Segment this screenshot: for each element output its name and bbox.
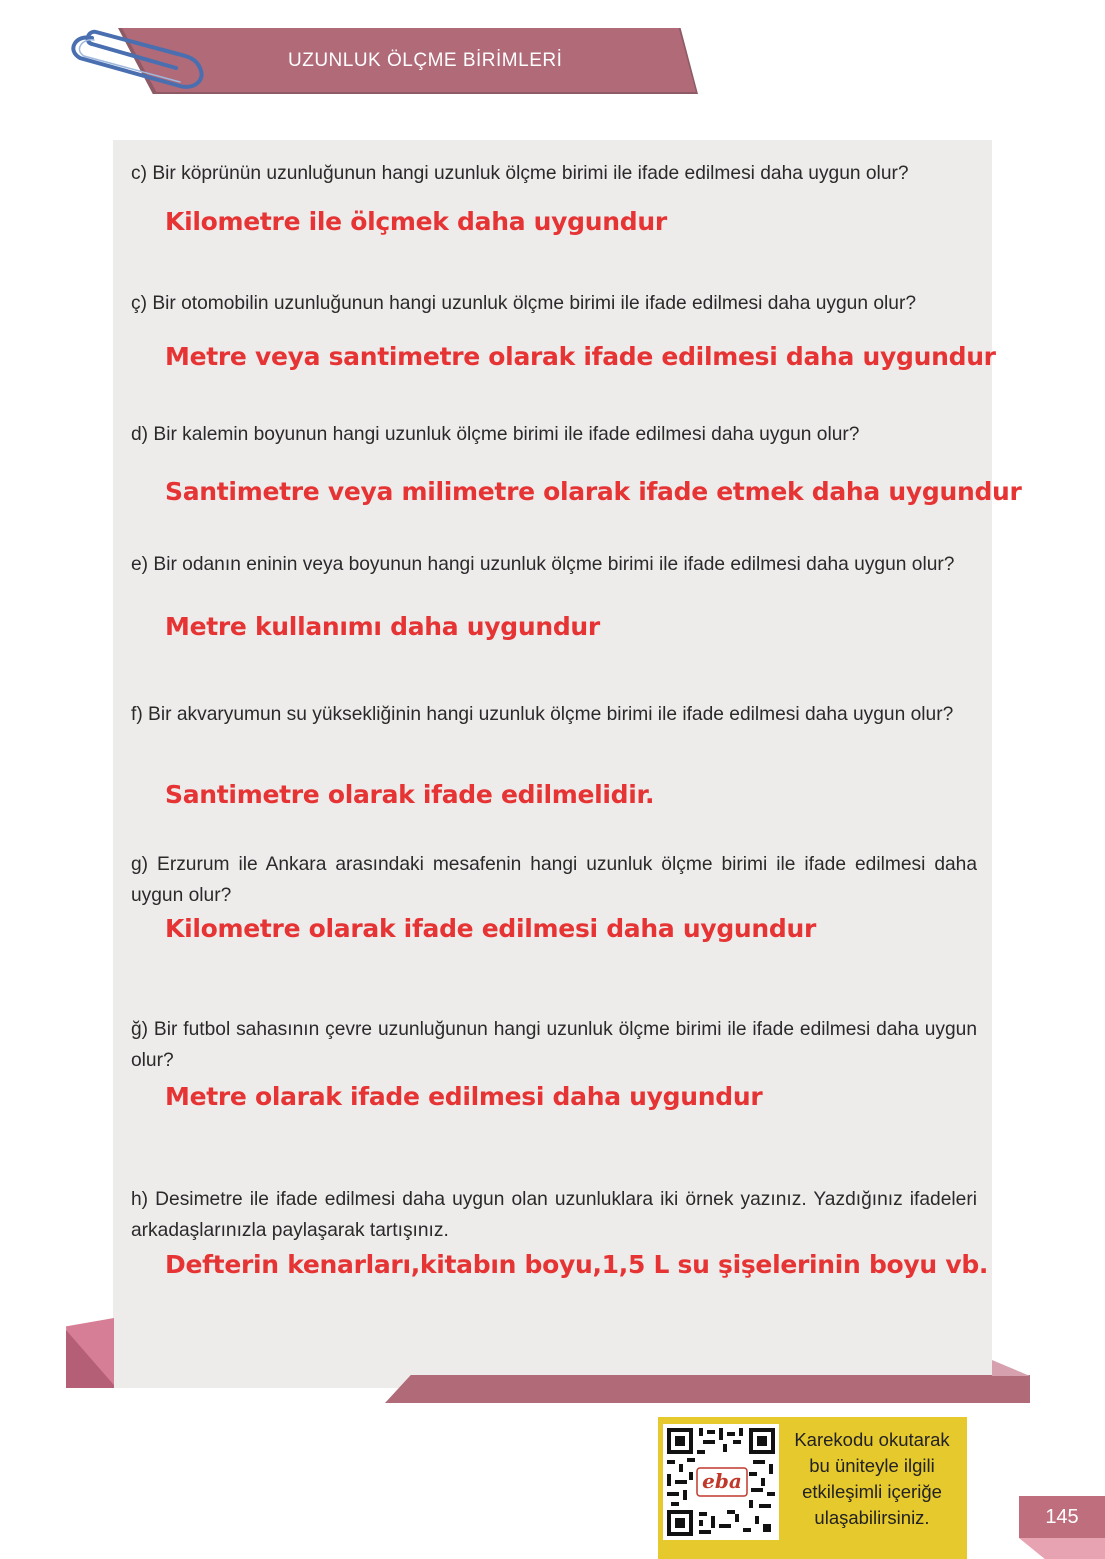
qr-description — [784, 1427, 960, 1531]
qr-text-line: bu üniteyle ilgili — [809, 1455, 935, 1476]
answer-c: Kilometre ile ölçmek daha uygundur — [165, 207, 667, 236]
qr-text-line: Karekodu okutarak — [794, 1429, 950, 1450]
question-cedilla: ç) Bir otomobilin uzunluğunun hangi uzunluk ölçme birimi ile ifade edilmesi daha uygun olur? — [131, 293, 917, 314]
eba-logo-text: eba — [702, 1469, 742, 1493]
question-f: f) Bir akvaryumun su yüksekliğinin hangi uzunluk ölçme birimi ile ifade edilmesi daha uygun olur? — [131, 704, 954, 725]
qr-text-line: ulaşabilirsiniz. — [814, 1507, 930, 1528]
card-bottom-band — [385, 1375, 1030, 1403]
card-fold-right — [992, 1360, 1030, 1376]
qr-text-line: etkileşimli içeriğe — [802, 1481, 942, 1502]
answer-d: Santimetre veya milimetre olarak ifade etmek daha uygundur — [165, 477, 1022, 506]
question-e: e) Bir odanın eninin veya boyunun hangi uzunluk ölçme birimi ile ifade edilmesi daha uygun olur? — [131, 554, 955, 575]
answer-h: Defterin kenarları,kitabın boyu,1,5 L su şişelerinin boyu vb. — [165, 1250, 989, 1279]
question-g-breve: ğ) Bir futbol sahasının çevre uzunluğunun hangi uzunluk ölçme birimi ile ifade edilmesi daha uygun olur? — [131, 1019, 977, 1071]
answer-g-breve: Metre olarak ifade edilmesi daha uygundur — [165, 1082, 763, 1111]
question-c: c) Bir köprünün uzunluğunun hangi uzunluk ölçme birimi ile ifade edilmesi daha uygun olur? — [131, 163, 909, 184]
page-number: 145 — [1019, 1496, 1105, 1538]
page-title: UZUNLUK ÖLÇME BİRİMLERİ — [288, 50, 563, 71]
paperclip-icon — [62, 22, 212, 102]
answer-g: Kilometre olarak ifade edilmesi daha uygundur — [165, 914, 817, 943]
question-d: d) Bir kalemin boyunun hangi uzunluk ölçme birimi ile ifade edilmesi daha uygun olur? — [131, 424, 860, 445]
answer-f: Santimetre olarak ifade edilmelidir. — [165, 780, 655, 809]
question-g: g) Erzurum ile Ankara arasındaki mesafenin hangi uzunluk ölçme birimi ile ifade edilmesi daha uygun olur? — [131, 854, 977, 906]
page-number-tab — [1019, 1538, 1105, 1559]
answer-e: Metre kullanımı daha uygundur — [165, 612, 600, 641]
qr-code-icon[interactable] — [663, 1424, 779, 1540]
question-h: h) Desimetre ile ifade edilmesi daha uygun olan uzunluklara iki örnek yazınız. Yazdığınız ifadeleri arkadaşlarınızla paylaşarak tartışınız. — [131, 1189, 977, 1241]
answer-cedilla: Metre veya santimetre olarak ifade edilmesi daha uygundur — [165, 342, 996, 371]
